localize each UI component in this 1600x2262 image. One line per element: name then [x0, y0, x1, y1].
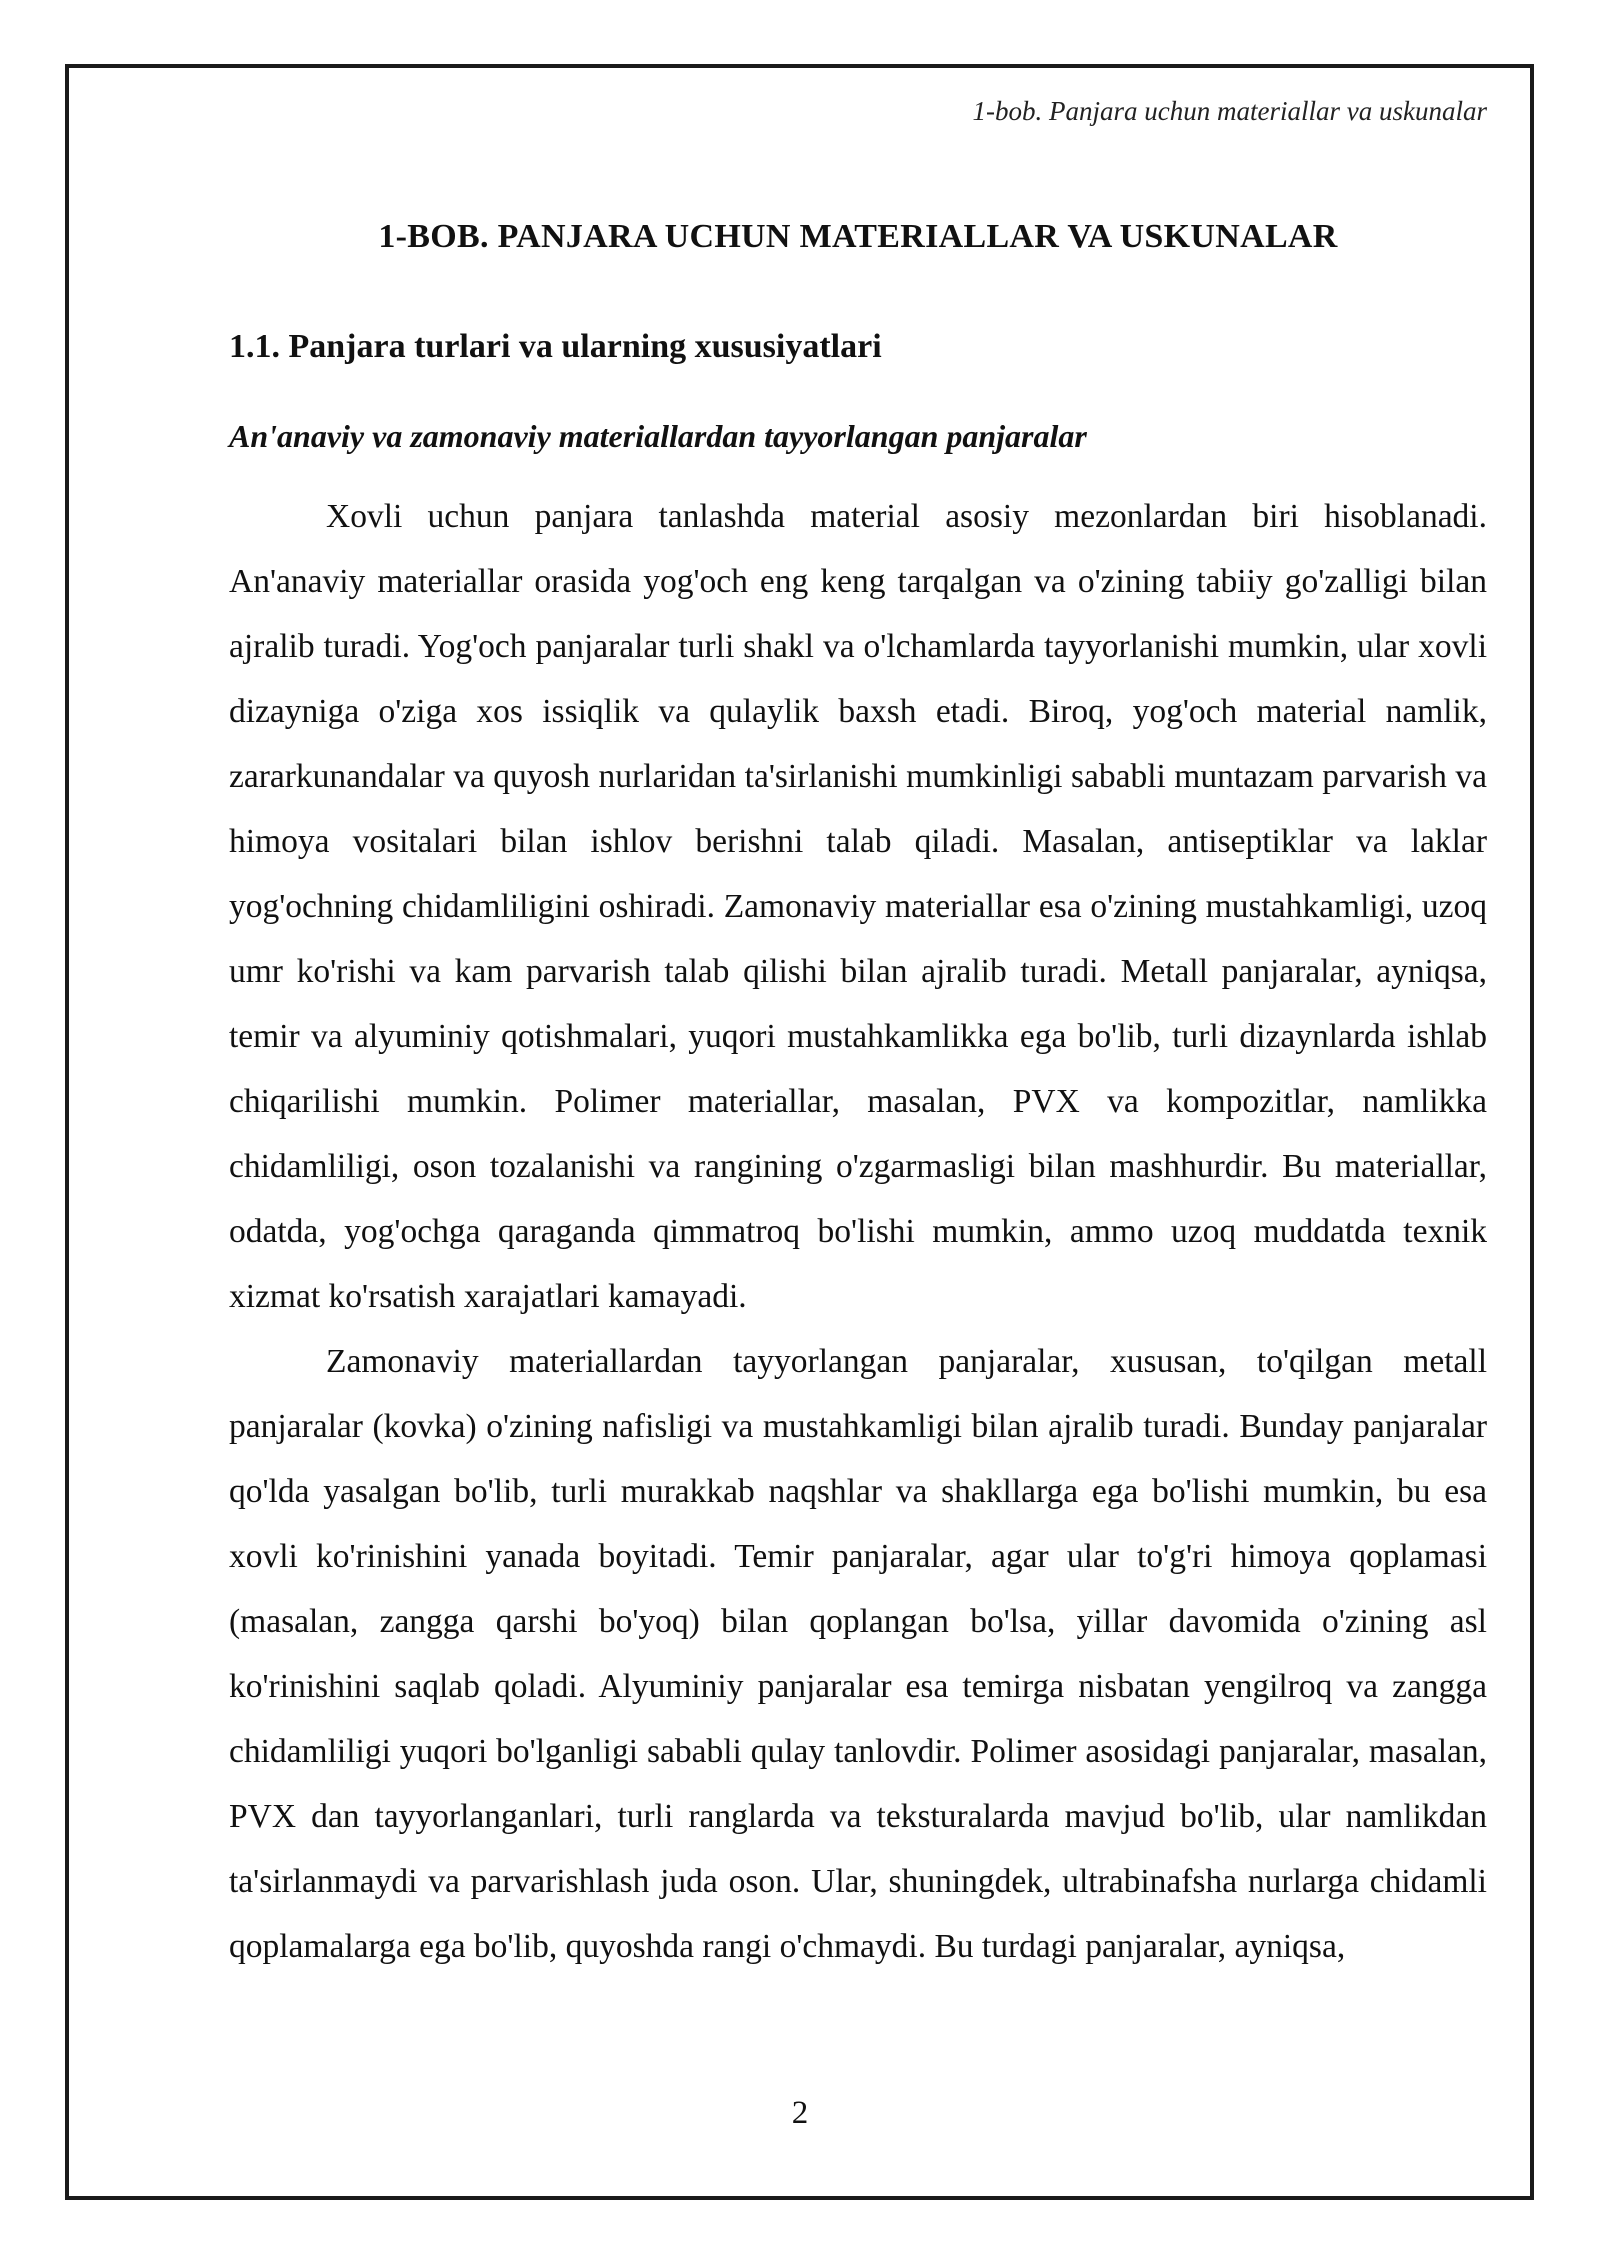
- chapter-title: 1-BOB. PANJARA UCHUN MATERIALLAR VA USKUNALAR: [378, 218, 1338, 255]
- subsection-title: An'anaviy va zamonaviy materiallardan tayyorlangan panjaralar: [229, 418, 1087, 454]
- paragraph: Zamonaviy materiallardan tayyorlangan panjaralar, xususan, to'qilgan metall panjaralar (kovka) o'zining nafisligi va mustahkamligi bilan ajralib turadi. Bunday panjaralar qo'lda yasalgan bo'lib, turli murakkab naqshlar va shakllarga ega bo'lishi mumkin, bu esa xovli ko'rinishini yanada boyitadi. Temir panjaralar, agar ular to'g'ri himoya qoplamasi (masalan, zangga qarshi bo'yoq) bilan qoplangan bo'lsa, yillar davomida o'zining asl ko'rinishini saqlab qoladi. Alyuminiy panjaralar esa temirga nisbatan yengilroq va zangga chidamliligi yuqori bo'lganligi sababli qulay tanlovdir. Polimer asosidagi panjaralar, masalan, PVX dan tayyorlanganlari, turli ranglarda va teksturalarda mavjud bo'lib, ular namlikdan ta'sirlanmaydi va parvarishlash juda oson. Ular, shuningdek, ultrabinafsha nurlarga chidamli qoplamalarga ega bo'lib, quyoshda rangi o'chmaydi. Bu turdagi panjaralar, ayniqsa,: [229, 1343, 1487, 1965]
- page-number: 2: [791, 2095, 809, 2131]
- body-text: [229, 484, 1487, 1979]
- section-title: 1.1. Panjara turlari va ularning xususiyatlari: [229, 328, 882, 365]
- running-header: 1-bob. Panjara uchun materiallar va uskunalar: [972, 96, 1487, 126]
- paragraph: Xovli uchun panjara tanlashda material asosiy mezonlardan biri hisoblanadi. An'anaviy materiallar orasida yog'och eng keng tarqalgan va o'zining tabiiy go'zalligi bilan ajralib turadi. Yog'och panjaralar turli shakl va o'lchamlarda tayyorlanishi mumkin, ular xovli dizayniga o'ziga xos issiqlik va qulaylik baxsh etadi. Biroq, yog'och material namlik, zararkunandalar va quyosh nurlaridan ta'sirlanishi mumkinligi sababli muntazam parvarish va himoya vositalari bilan ishlov berishni talab qiladi. Masalan, antiseptiklar va laklar yog'ochning chidamliligini oshiradi. Zamonaviy materiallar esa o'zining mustahkamligi, uzoq umr ko'rishi va kam parvarish talab qilishi bilan ajralib turadi. Metall panjaralar, ayniqsa, temir va alyuminiy qotishmalari, yuqori mustahkamlikka ega bo'lib, turli dizaynlarda ishlab chiqarilishi mumkin. Polimer materiallar, masalan, PVX va kompozitlar, namlikka chidamliligi, oson tozalanishi va rangining o'zgarmasligi bilan mashhurdir. Bu materiallar, odatda, yog'ochga qaraganda qimmatroq bo'lishi mumkin, ammo uzoq muddatda texnik xizmat ko'rsatish xarajatlari kamayadi.: [229, 498, 1487, 1315]
